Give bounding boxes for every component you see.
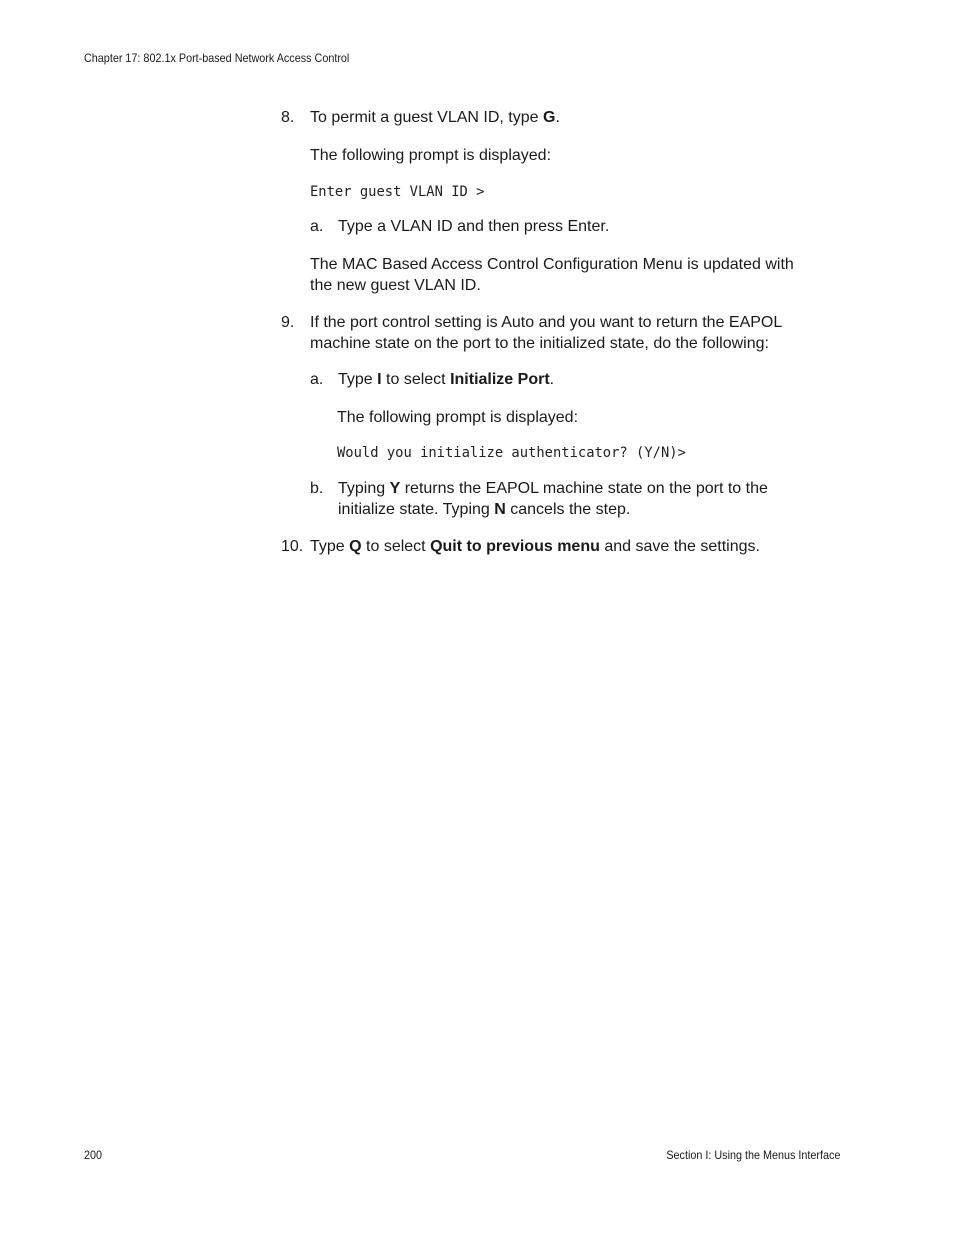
step-9b-line1: Typing Y returns the EAPOL machine state on the port to the [338, 480, 768, 497]
step-8-prompt-intro: The following prompt is displayed: [310, 147, 552, 164]
step-9a-text: Type I to select Initialize Port. [338, 371, 555, 388]
step-9b-letter: b. [310, 480, 324, 497]
step-8-text: To permit a guest VLAN ID, type G. [310, 109, 560, 126]
step-9a-prompt-code: Would you initialize authenticator? (Y/N)> [337, 445, 686, 461]
step-9a-prompt-intro: The following prompt is displayed: [337, 409, 579, 426]
step-8a-text: Type a VLAN ID and then press Enter. [338, 218, 610, 235]
step-10-text: Type Q to select Quit to previous menu and save the settings. [310, 538, 760, 555]
step-8a-letter: a. [310, 218, 324, 235]
step-8-number: 8. [281, 109, 295, 126]
step-9-line1: If the port control setting is Auto and you want to return the EAPOL [310, 314, 783, 331]
step-8-prompt-code: Enter guest VLAN ID > [310, 184, 485, 200]
page-number: 200 [84, 1148, 103, 1162]
step-9b-line2: initialize state. Typing N cancels the step. [338, 500, 631, 518]
step-9a-letter: a. [310, 371, 324, 388]
running-header: Chapter 17: 802.1x Port-based Network Access Control [84, 51, 350, 65]
step-8-result-line2: the new guest VLAN ID. [310, 276, 481, 294]
step-8-result-line1: The MAC Based Access Control Configuration Menu is updated with [310, 256, 794, 273]
running-footer-section: Section I: Using the Menus Interface [665, 1148, 840, 1162]
step-10-number: 10. [281, 538, 304, 555]
step-9-line2: machine state on the port to the initialized state, do the following: [310, 334, 769, 352]
step-9-number: 9. [281, 314, 295, 331]
